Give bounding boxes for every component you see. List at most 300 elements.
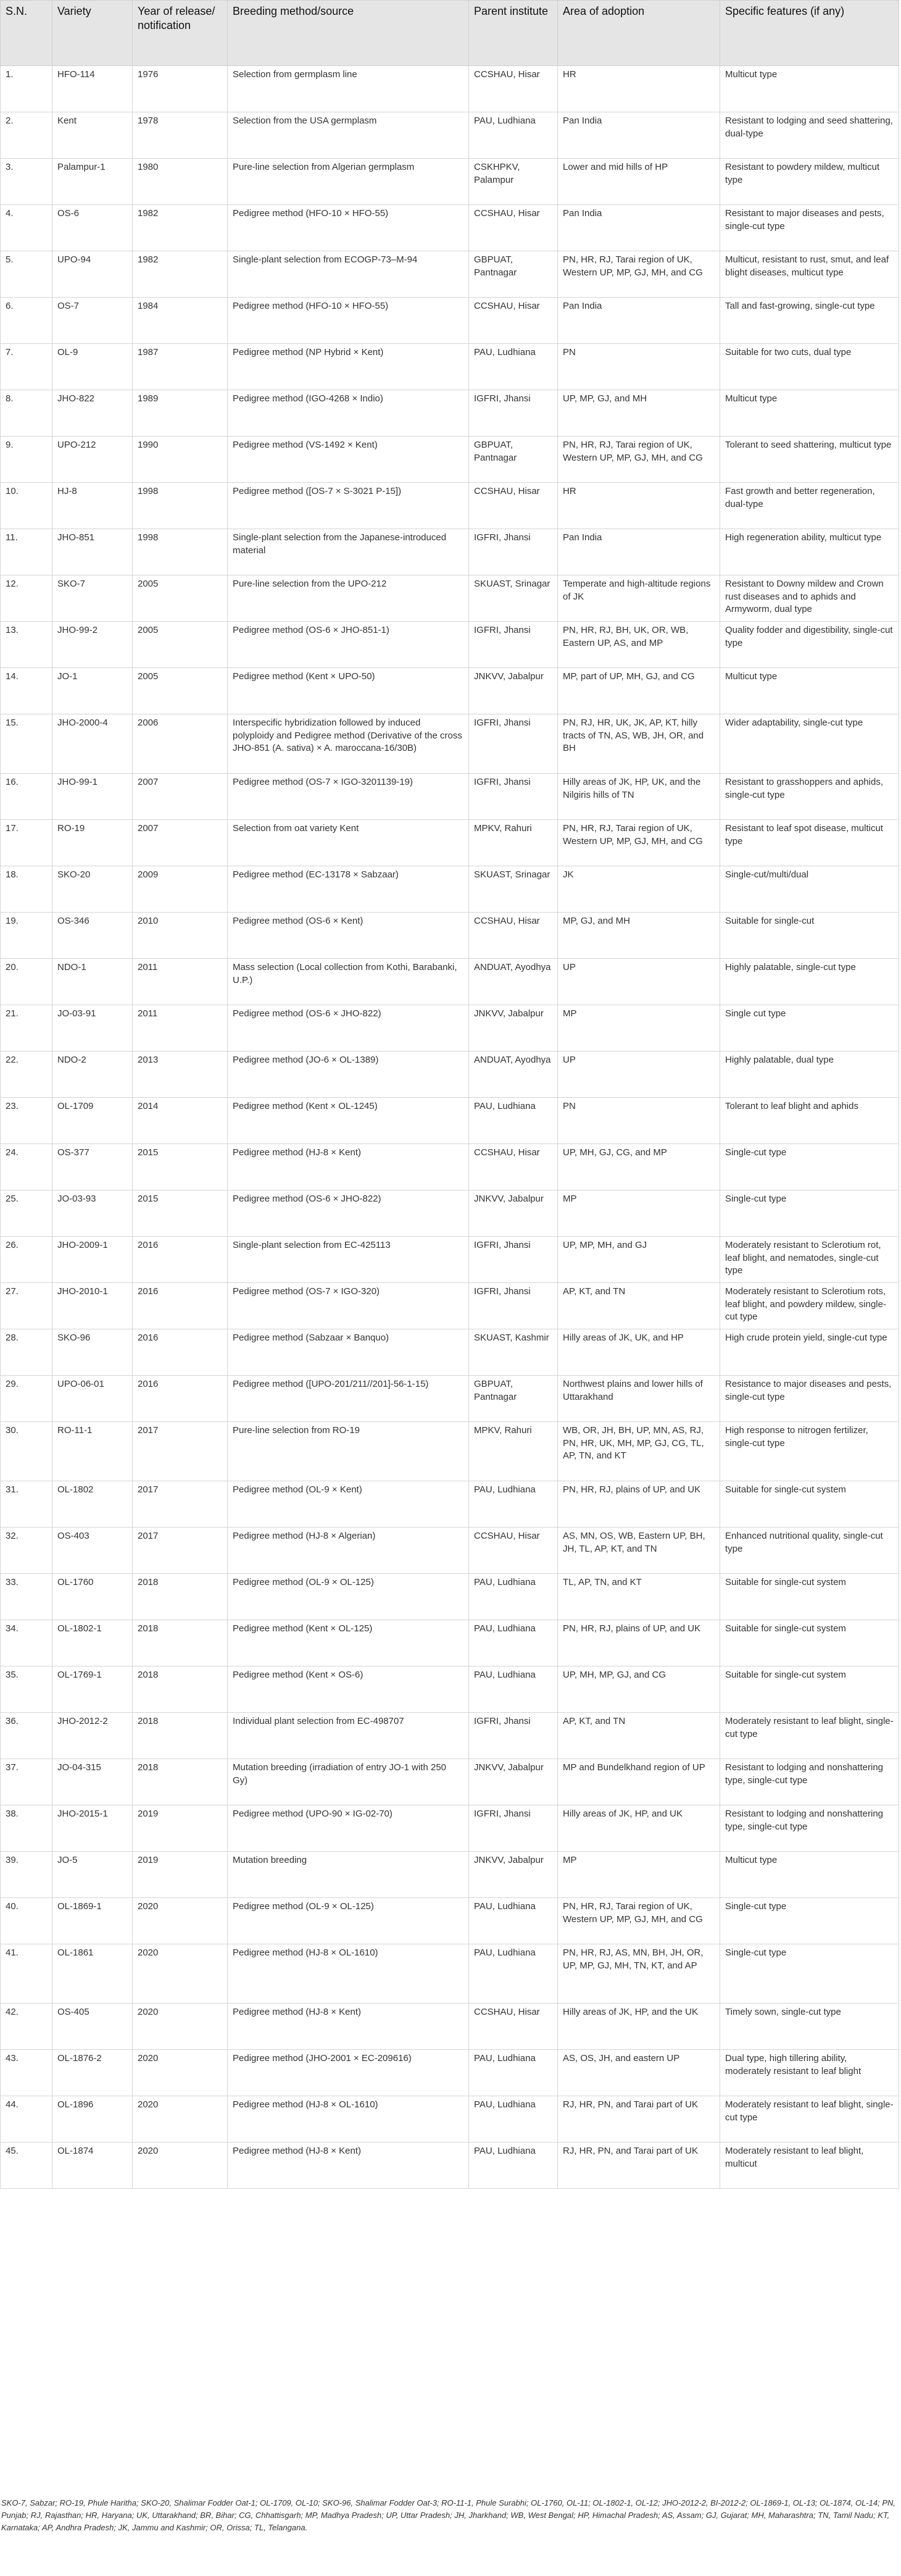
specific-features-cell: Highly palatable, single-cut type bbox=[720, 959, 899, 1005]
year-cell: 2007 bbox=[133, 774, 228, 820]
year-cell: 2019 bbox=[133, 1805, 228, 1852]
year-cell: 2006 bbox=[133, 714, 228, 774]
specific-features-cell: Moderately resistant to leaf blight, single-cut type bbox=[720, 2096, 899, 2143]
specific-features-cell: Tall and fast-growing, single-cut type bbox=[720, 298, 899, 344]
sn-cell: 6. bbox=[1, 298, 52, 344]
year-cell: 1998 bbox=[133, 483, 228, 529]
parent-institute-cell: IGFRI, Jhansi bbox=[469, 1237, 558, 1283]
breeding-method-cell: Pedigree method (OS-6 × JHO-822) bbox=[228, 1005, 469, 1052]
breeding-method-cell: Pedigree method (HFO-10 × HFO-55) bbox=[228, 205, 469, 251]
sn-cell: 8. bbox=[1, 390, 52, 437]
variety-cell: OL-9 bbox=[52, 344, 133, 390]
specific-features-cell: Suitable for single-cut system bbox=[720, 1574, 899, 1620]
year-cell: 1976 bbox=[133, 66, 228, 112]
area-of-adoption-cell: PN, HR, RJ, Tarai region of UK, Western UP, MP, GJ, MH, and CG bbox=[558, 820, 720, 866]
area-of-adoption-cell: UP bbox=[558, 1052, 720, 1098]
parent-institute-cell: JNKVV, Jabalpur bbox=[469, 1759, 558, 1805]
header-breeding-method: Breeding method/source bbox=[228, 1, 469, 66]
sn-cell: 32. bbox=[1, 1528, 52, 1574]
variety-cell: JO-03-91 bbox=[52, 1005, 133, 1052]
table-row bbox=[1, 2096, 899, 2143]
table-row bbox=[1, 1574, 899, 1620]
sn-cell: 41. bbox=[1, 1944, 52, 2004]
breeding-method-cell: Pedigree method (NP Hybrid × Kent) bbox=[228, 344, 469, 390]
parent-institute-cell: SKUAST, Kashmir bbox=[469, 1329, 558, 1376]
area-of-adoption-cell: Hilly areas of JK, HP, and the UK bbox=[558, 2004, 720, 2050]
year-cell: 2011 bbox=[133, 959, 228, 1005]
sn-cell: 12. bbox=[1, 575, 52, 622]
breeding-method-cell: Mutation breeding bbox=[228, 1852, 469, 1898]
variety-cell: JHO-2015-1 bbox=[52, 1805, 133, 1852]
breeding-method-cell: Pedigree method (Sabzaar × Banquo) bbox=[228, 1329, 469, 1376]
sn-cell: 44. bbox=[1, 2096, 52, 2143]
table-row bbox=[1, 529, 899, 575]
parent-institute-cell: CSKHPKV, Palampur bbox=[469, 159, 558, 205]
year-cell: 2020 bbox=[133, 2143, 228, 2189]
area-of-adoption-cell: PN, HR, RJ, AS, MN, BH, JH, OR, UP, MP, GJ, MH, TN, KT, and AP bbox=[558, 1944, 720, 2004]
year-cell: 2017 bbox=[133, 1481, 228, 1528]
sn-cell: 26. bbox=[1, 1237, 52, 1283]
variety-cell: OS-377 bbox=[52, 1144, 133, 1190]
sn-cell: 15. bbox=[1, 714, 52, 774]
variety-cell: OS-346 bbox=[52, 913, 133, 959]
sn-cell: 13. bbox=[1, 622, 52, 668]
year-cell: 2020 bbox=[133, 2096, 228, 2143]
table-row bbox=[1, 66, 899, 112]
breeding-method-cell: Pedigree method (Kent × UPO-50) bbox=[228, 668, 469, 714]
table-row bbox=[1, 866, 899, 913]
area-of-adoption-cell: MP, GJ, and MH bbox=[558, 913, 720, 959]
variety-cell: SKO-96 bbox=[52, 1329, 133, 1376]
table-row bbox=[1, 1944, 899, 2004]
year-cell: 1989 bbox=[133, 390, 228, 437]
table-row bbox=[1, 1620, 899, 1666]
parent-institute-cell: CCSHAU, Hisar bbox=[469, 66, 558, 112]
year-cell: 2016 bbox=[133, 1237, 228, 1283]
breeding-method-cell: Pedigree method (HJ-8 × Kent) bbox=[228, 1144, 469, 1190]
year-cell: 2017 bbox=[133, 1528, 228, 1574]
sn-cell: 17. bbox=[1, 820, 52, 866]
breeding-method-cell: Mass selection (Local collection from Kothi, Barabanki, U.P.) bbox=[228, 959, 469, 1005]
breeding-method-cell: Pedigree method (UPO-90 × IG-02-70) bbox=[228, 1805, 469, 1852]
parent-institute-cell: GBPUAT, Pantnagar bbox=[469, 437, 558, 483]
variety-cell: JHO-2010-1 bbox=[52, 1283, 133, 1329]
variety-cell: JHO-851 bbox=[52, 529, 133, 575]
breeding-method-cell: Pedigree method (OS-6 × JHO-822) bbox=[228, 1190, 469, 1237]
parent-institute-cell: IGFRI, Jhansi bbox=[469, 1805, 558, 1852]
variety-cell: Kent bbox=[52, 112, 133, 159]
sn-cell: 16. bbox=[1, 774, 52, 820]
specific-features-cell: Resistant to grasshoppers and aphids, single-cut type bbox=[720, 774, 899, 820]
specific-features-cell: Resistant to Downy mildew and Crown rust diseases and to aphids and Armyworm, dual type bbox=[720, 575, 899, 622]
specific-features-cell: High response to nitrogen fertilizer, single-cut type bbox=[720, 1422, 899, 1481]
area-of-adoption-cell: UP, MH, GJ, CG, and MP bbox=[558, 1144, 720, 1190]
breeding-method-cell: Pedigree method (OS-7 × IGO-320) bbox=[228, 1283, 469, 1329]
variety-cell: RO-11-1 bbox=[52, 1422, 133, 1481]
year-cell: 2020 bbox=[133, 2004, 228, 2050]
parent-institute-cell: GBPUAT, Pantnagar bbox=[469, 251, 558, 298]
parent-institute-cell: MPKV, Rahuri bbox=[469, 820, 558, 866]
parent-institute-cell: IGFRI, Jhansi bbox=[469, 1283, 558, 1329]
breeding-method-cell: Selection from oat variety Kent bbox=[228, 820, 469, 866]
specific-features-cell: Single-cut type bbox=[720, 1190, 899, 1237]
year-cell: 1982 bbox=[133, 251, 228, 298]
year-cell: 2011 bbox=[133, 1005, 228, 1052]
variety-cell: UPO-212 bbox=[52, 437, 133, 483]
table-row bbox=[1, 1759, 899, 1805]
breeding-method-cell: Pedigree method (VS-1492 × Kent) bbox=[228, 437, 469, 483]
parent-institute-cell: PAU, Ludhiana bbox=[469, 1574, 558, 1620]
sn-cell: 37. bbox=[1, 1759, 52, 1805]
specific-features-cell: Wider adaptability, single-cut type bbox=[720, 714, 899, 774]
parent-institute-cell: ANDUAT, Ayodhya bbox=[469, 1052, 558, 1098]
parent-institute-cell: ANDUAT, Ayodhya bbox=[469, 959, 558, 1005]
area-of-adoption-cell: PN bbox=[558, 1098, 720, 1144]
area-of-adoption-cell: PN, HR, RJ, Tarai region of UK, Western UP, MP, GJ, MH, and CG bbox=[558, 251, 720, 298]
header-sn: S.N. bbox=[1, 1, 52, 66]
variety-cell: JHO-2009-1 bbox=[52, 1237, 133, 1283]
sn-cell: 35. bbox=[1, 1666, 52, 1713]
year-cell: 1987 bbox=[133, 344, 228, 390]
breeding-method-cell: Single-plant selection from ECOGP-73–M-94 bbox=[228, 251, 469, 298]
parent-institute-cell: CCSHAU, Hisar bbox=[469, 483, 558, 529]
specific-features-cell: Single-cut type bbox=[720, 1944, 899, 2004]
year-cell: 2015 bbox=[133, 1144, 228, 1190]
specific-features-cell: Suitable for single-cut system bbox=[720, 1620, 899, 1666]
specific-features-cell: Tolerant to seed shattering, multicut type bbox=[720, 437, 899, 483]
sn-cell: 29. bbox=[1, 1376, 52, 1422]
sn-cell: 42. bbox=[1, 2004, 52, 2050]
variety-cell: SKO-7 bbox=[52, 575, 133, 622]
parent-institute-cell: PAU, Ludhiana bbox=[469, 2050, 558, 2096]
breeding-method-cell: Pedigree method (EC-13178 × Sabzaar) bbox=[228, 866, 469, 913]
sn-cell: 31. bbox=[1, 1481, 52, 1528]
parent-institute-cell: JNKVV, Jabalpur bbox=[469, 668, 558, 714]
sn-cell: 14. bbox=[1, 668, 52, 714]
sn-cell: 7. bbox=[1, 344, 52, 390]
breeding-method-cell: Pedigree method (JHO-2001 × EC-209616) bbox=[228, 2050, 469, 2096]
sn-cell: 30. bbox=[1, 1422, 52, 1481]
table-row bbox=[1, 437, 899, 483]
parent-institute-cell: PAU, Ludhiana bbox=[469, 2096, 558, 2143]
year-cell: 1982 bbox=[133, 205, 228, 251]
table-row bbox=[1, 112, 899, 159]
parent-institute-cell: PAU, Ludhiana bbox=[469, 112, 558, 159]
area-of-adoption-cell: HR bbox=[558, 66, 720, 112]
breeding-method-cell: Pedigree method (HFO-10 × HFO-55) bbox=[228, 298, 469, 344]
sn-cell: 5. bbox=[1, 251, 52, 298]
variety-cell: OL-1896 bbox=[52, 2096, 133, 2143]
sn-cell: 27. bbox=[1, 1283, 52, 1329]
specific-features-cell: Moderately resistant to Sclerotium rots, leaf blight, and powdery mildew, single-cut type bbox=[720, 1283, 899, 1329]
year-cell: 2020 bbox=[133, 1944, 228, 2004]
year-cell: 2016 bbox=[133, 1376, 228, 1422]
area-of-adoption-cell: Pan India bbox=[558, 529, 720, 575]
specific-features-cell: Suitable for single-cut bbox=[720, 913, 899, 959]
parent-institute-cell: IGFRI, Jhansi bbox=[469, 390, 558, 437]
table-row bbox=[1, 2143, 899, 2189]
area-of-adoption-cell: PN bbox=[558, 344, 720, 390]
sn-cell: 45. bbox=[1, 2143, 52, 2189]
area-of-adoption-cell: UP, MP, GJ, and MH bbox=[558, 390, 720, 437]
parent-institute-cell: IGFRI, Jhansi bbox=[469, 622, 558, 668]
parent-institute-cell: JNKVV, Jabalpur bbox=[469, 1852, 558, 1898]
breeding-method-cell: Pedigree method (OL-9 × OL-125) bbox=[228, 1898, 469, 1944]
variety-cell: JHO-2000-4 bbox=[52, 714, 133, 774]
parent-institute-cell: SKUAST, Srinagar bbox=[469, 866, 558, 913]
parent-institute-cell: GBPUAT, Pantnagar bbox=[469, 1376, 558, 1422]
variety-cell: OL-1802 bbox=[52, 1481, 133, 1528]
variety-cell: OS-405 bbox=[52, 2004, 133, 2050]
sn-cell: 24. bbox=[1, 1144, 52, 1190]
specific-features-cell: Tolerant to leaf blight and aphids bbox=[720, 1098, 899, 1144]
specific-features-cell: Resistance to major diseases and pests, single-cut type bbox=[720, 1376, 899, 1422]
header-parent-institute: Parent institute bbox=[469, 1, 558, 66]
parent-institute-cell: IGFRI, Jhansi bbox=[469, 714, 558, 774]
specific-features-cell: Single-cut type bbox=[720, 1144, 899, 1190]
area-of-adoption-cell: Hilly areas of JK, UK, and HP bbox=[558, 1329, 720, 1376]
year-cell: 2018 bbox=[133, 1666, 228, 1713]
breeding-method-cell: Single-plant selection from EC-425113 bbox=[228, 1237, 469, 1283]
parent-institute-cell: PAU, Ludhiana bbox=[469, 1898, 558, 1944]
header-year: Year of release/ notification bbox=[133, 1, 228, 66]
year-cell: 2019 bbox=[133, 1852, 228, 1898]
variety-cell: JHO-99-1 bbox=[52, 774, 133, 820]
variety-cell: JHO-99-2 bbox=[52, 622, 133, 668]
area-of-adoption-cell: PN, HR, RJ, plains of UP, and UK bbox=[558, 1620, 720, 1666]
variety-cell: NDO-2 bbox=[52, 1052, 133, 1098]
area-of-adoption-cell: PN, HR, RJ, Tarai region of UK, Western UP, MP, GJ, MH, and CG bbox=[558, 437, 720, 483]
sn-cell: 43. bbox=[1, 2050, 52, 2096]
parent-institute-cell: MPKV, Rahuri bbox=[469, 1422, 558, 1481]
area-of-adoption-cell: MP and Bundelkhand region of UP bbox=[558, 1759, 720, 1805]
specific-features-cell: High regeneration ability, multicut type bbox=[720, 529, 899, 575]
table-row bbox=[1, 1528, 899, 1574]
year-cell: 2016 bbox=[133, 1329, 228, 1376]
year-cell: 2013 bbox=[133, 1052, 228, 1098]
area-of-adoption-cell: UP, MH, MP, GJ, and CG bbox=[558, 1666, 720, 1713]
table-row bbox=[1, 575, 899, 622]
area-of-adoption-cell: Pan India bbox=[558, 112, 720, 159]
table-row bbox=[1, 1852, 899, 1898]
area-of-adoption-cell: Northwest plains and lower hills of Uttarakhand bbox=[558, 1376, 720, 1422]
sn-cell: 4. bbox=[1, 205, 52, 251]
table-row bbox=[1, 1376, 899, 1422]
table-row bbox=[1, 622, 899, 668]
year-cell: 2009 bbox=[133, 866, 228, 913]
area-of-adoption-cell: Pan India bbox=[558, 298, 720, 344]
specific-features-cell: Enhanced nutritional quality, single-cut type bbox=[720, 1528, 899, 1574]
area-of-adoption-cell: JK bbox=[558, 866, 720, 913]
year-cell: 2016 bbox=[133, 1283, 228, 1329]
table-row bbox=[1, 820, 899, 866]
breeding-method-cell: Pedigree method (Kent × OS-6) bbox=[228, 1666, 469, 1713]
sn-cell: 11. bbox=[1, 529, 52, 575]
specific-features-cell: Single-cut/multi/dual bbox=[720, 866, 899, 913]
table-row bbox=[1, 1052, 899, 1098]
specific-features-cell: Multicut type bbox=[720, 66, 899, 112]
table-row bbox=[1, 1190, 899, 1237]
sn-cell: 40. bbox=[1, 1898, 52, 1944]
year-cell: 2020 bbox=[133, 2050, 228, 2096]
specific-features-cell: Single cut type bbox=[720, 1005, 899, 1052]
table-footnote: SKO-7, Sabzar; RO-19, Phule Haritha; SKO-20, Shalimar Fodder Oat-1; OL-1709, OL-10; SKO-96, Shalimar Fodder Oat-3; RO-11-1, Phule Surabhi; OL-1760, OL-11; OL-1802-1, OL-12; JHO-2012-2, BI-2012-2; OL-1869-1, OL-13; OL-1874, OL-14; PN, Punjab; RJ, Rajasthan; HR, Haryana; UK, Uttarakhand; BR, Bihar; CG, Chhattisgarh; MP, Madhya Pradesh; UP, Uttar Pradesh; JH, Jharkhand; WB, West Bengal; HP, Himachal Pradesh; AS, Assam; GJ, Gujarat; MH, Maharashtra; TN, Tamil Nadu; KT, Karnataka; AP, Andhra Pradesh; JK, Jammu and Kashmir; OR, Orissa; TL, Telangana. bbox=[1, 2498, 895, 2533]
sn-cell: 3. bbox=[1, 159, 52, 205]
header-row bbox=[1, 1, 899, 66]
variety-cell: SKO-20 bbox=[52, 866, 133, 913]
table-row bbox=[1, 390, 899, 437]
variety-cell: OS-403 bbox=[52, 1528, 133, 1574]
parent-institute-cell: IGFRI, Jhansi bbox=[469, 529, 558, 575]
variety-cell: OL-1769-1 bbox=[52, 1666, 133, 1713]
area-of-adoption-cell: Lower and mid hills of HP bbox=[558, 159, 720, 205]
table-row bbox=[1, 1098, 899, 1144]
year-cell: 2005 bbox=[133, 668, 228, 714]
specific-features-cell: Suitable for single-cut system bbox=[720, 1666, 899, 1713]
table-row bbox=[1, 959, 899, 1005]
breeding-method-cell: Pedigree method (IGO-4268 × Indio) bbox=[228, 390, 469, 437]
area-of-adoption-cell: AS, OS, JH, and eastern UP bbox=[558, 2050, 720, 2096]
table-row bbox=[1, 774, 899, 820]
variety-cell: JO-5 bbox=[52, 1852, 133, 1898]
table-row bbox=[1, 1005, 899, 1052]
breeding-method-cell: Mutation breeding (irradiation of entry JO-1 with 250 Gy) bbox=[228, 1759, 469, 1805]
table-row bbox=[1, 251, 899, 298]
parent-institute-cell: PAU, Ludhiana bbox=[469, 1944, 558, 2004]
specific-features-cell: Multicut, resistant to rust, smut, and leaf blight diseases, multicut type bbox=[720, 251, 899, 298]
table-row bbox=[1, 344, 899, 390]
table-row bbox=[1, 2050, 899, 2096]
breeding-method-cell: Pedigree method (Kent × OL-1245) bbox=[228, 1098, 469, 1144]
specific-features-cell: High crude protein yield, single-cut type bbox=[720, 1329, 899, 1376]
year-cell: 2020 bbox=[133, 1898, 228, 1944]
table-row bbox=[1, 1237, 899, 1283]
parent-institute-cell: IGFRI, Jhansi bbox=[469, 1713, 558, 1759]
header-variety: Variety bbox=[52, 1, 133, 66]
sn-cell: 22. bbox=[1, 1052, 52, 1098]
area-of-adoption-cell: RJ, HR, PN, and Tarai part of UK bbox=[558, 2143, 720, 2189]
breeding-method-cell: Pedigree method (OS-6 × Kent) bbox=[228, 913, 469, 959]
sn-cell: 28. bbox=[1, 1329, 52, 1376]
specific-features-cell: Multicut type bbox=[720, 390, 899, 437]
sn-cell: 36. bbox=[1, 1713, 52, 1759]
area-of-adoption-cell: Temperate and high-altitude regions of JK bbox=[558, 575, 720, 622]
breeding-method-cell: Pedigree method (Kent × OL-125) bbox=[228, 1620, 469, 1666]
specific-features-cell: Highly palatable, dual type bbox=[720, 1052, 899, 1098]
year-cell: 2018 bbox=[133, 1759, 228, 1805]
table-row bbox=[1, 1144, 899, 1190]
specific-features-cell: Multicut type bbox=[720, 1852, 899, 1898]
parent-institute-cell: PAU, Ludhiana bbox=[469, 1620, 558, 1666]
header-specific-features: Specific features (if any) bbox=[720, 1, 899, 66]
variety-cell: OL-1861 bbox=[52, 1944, 133, 2004]
variety-cell: JHO-822 bbox=[52, 390, 133, 437]
area-of-adoption-cell: PN, RJ, HR, UK, JK, AP, KT, hilly tracts of TN, AS, WB, JH, OR, and BH bbox=[558, 714, 720, 774]
variety-cell: OS-7 bbox=[52, 298, 133, 344]
parent-institute-cell: PAU, Ludhiana bbox=[469, 344, 558, 390]
area-of-adoption-cell: HR bbox=[558, 483, 720, 529]
area-of-adoption-cell: PN, HR, RJ, Tarai region of UK, Western UP, MP, GJ, MH, and CG bbox=[558, 1898, 720, 1944]
area-of-adoption-cell: UP, MP, MH, and GJ bbox=[558, 1237, 720, 1283]
variety-cell: HFO-114 bbox=[52, 66, 133, 112]
year-cell: 2018 bbox=[133, 1574, 228, 1620]
parent-institute-cell: CCSHAU, Hisar bbox=[469, 298, 558, 344]
sn-cell: 25. bbox=[1, 1190, 52, 1237]
area-of-adoption-cell: UP bbox=[558, 959, 720, 1005]
breeding-method-cell: Pedigree method (HJ-8 × OL-1610) bbox=[228, 2096, 469, 2143]
year-cell: 2014 bbox=[133, 1098, 228, 1144]
specific-features-cell: Resistant to lodging and nonshattering type, single-cut type bbox=[720, 1759, 899, 1805]
variety-cell: UPO-94 bbox=[52, 251, 133, 298]
variety-cell: OL-1802-1 bbox=[52, 1620, 133, 1666]
sn-cell: 34. bbox=[1, 1620, 52, 1666]
table-row bbox=[1, 205, 899, 251]
sn-cell: 21. bbox=[1, 1005, 52, 1052]
variety-cell: OL-1709 bbox=[52, 1098, 133, 1144]
year-cell: 1984 bbox=[133, 298, 228, 344]
parent-institute-cell: CCSHAU, Hisar bbox=[469, 205, 558, 251]
breeding-method-cell: Pure-line selection from the UPO-212 bbox=[228, 575, 469, 622]
breeding-method-cell: Selection from the USA germplasm bbox=[228, 112, 469, 159]
area-of-adoption-cell: PN, HR, RJ, BH, UK, OR, WB, Eastern UP, AS, and MP bbox=[558, 622, 720, 668]
table-body bbox=[1, 66, 899, 2189]
parent-institute-cell: PAU, Ludhiana bbox=[469, 1481, 558, 1528]
table-row bbox=[1, 1329, 899, 1376]
variety-cell: OL-1869-1 bbox=[52, 1898, 133, 1944]
table-row bbox=[1, 1713, 899, 1759]
year-cell: 1990 bbox=[133, 437, 228, 483]
sn-cell: 9. bbox=[1, 437, 52, 483]
variety-cell: JO-1 bbox=[52, 668, 133, 714]
year-cell: 1980 bbox=[133, 159, 228, 205]
breeding-method-cell: Pedigree method (OL-9 × OL-125) bbox=[228, 1574, 469, 1620]
variety-cell: OL-1874 bbox=[52, 2143, 133, 2189]
specific-features-cell: Moderately resistant to leaf blight, single-cut type bbox=[720, 1713, 899, 1759]
table-row bbox=[1, 913, 899, 959]
breeding-method-cell: Pedigree method (OS-7 × IGO-3201139-19) bbox=[228, 774, 469, 820]
year-cell: 2017 bbox=[133, 1422, 228, 1481]
area-of-adoption-cell: RJ, HR, PN, and Tarai part of UK bbox=[558, 2096, 720, 2143]
sn-cell: 38. bbox=[1, 1805, 52, 1852]
year-cell: 2007 bbox=[133, 820, 228, 866]
specific-features-cell: Resistant to powdery mildew, multicut type bbox=[720, 159, 899, 205]
breeding-method-cell: Pedigree method (JO-6 × OL-1389) bbox=[228, 1052, 469, 1098]
area-of-adoption-cell: Hilly areas of JK, HP, and UK bbox=[558, 1805, 720, 1852]
variety-cell: JO-03-93 bbox=[52, 1190, 133, 1237]
breeding-method-cell: Individual plant selection from EC-498707 bbox=[228, 1713, 469, 1759]
area-of-adoption-cell: MP, part of UP, MH, GJ, and CG bbox=[558, 668, 720, 714]
variety-cell: UPO-06-01 bbox=[52, 1376, 133, 1422]
variety-cell: NDO-1 bbox=[52, 959, 133, 1005]
table-row bbox=[1, 2004, 899, 2050]
breeding-method-cell: Pedigree method (HJ-8 × OL-1610) bbox=[228, 1944, 469, 2004]
specific-features-cell: Multicut type bbox=[720, 668, 899, 714]
area-of-adoption-cell: PN, HR, RJ, plains of UP, and UK bbox=[558, 1481, 720, 1528]
sn-cell: 2. bbox=[1, 112, 52, 159]
table-header bbox=[1, 1, 899, 66]
specific-features-cell: Suitable for single-cut system bbox=[720, 1481, 899, 1528]
year-cell: 2018 bbox=[133, 1713, 228, 1759]
area-of-adoption-cell: MP bbox=[558, 1190, 720, 1237]
breeding-method-cell: Pedigree method (OL-9 × Kent) bbox=[228, 1481, 469, 1528]
table-row bbox=[1, 1666, 899, 1713]
breeding-method-cell: Pure-line selection from RO-19 bbox=[228, 1422, 469, 1481]
table-row bbox=[1, 483, 899, 529]
sn-cell: 1. bbox=[1, 66, 52, 112]
header-area-of-adoption: Area of adoption bbox=[558, 1, 720, 66]
sn-cell: 18. bbox=[1, 866, 52, 913]
year-cell: 2015 bbox=[133, 1190, 228, 1237]
